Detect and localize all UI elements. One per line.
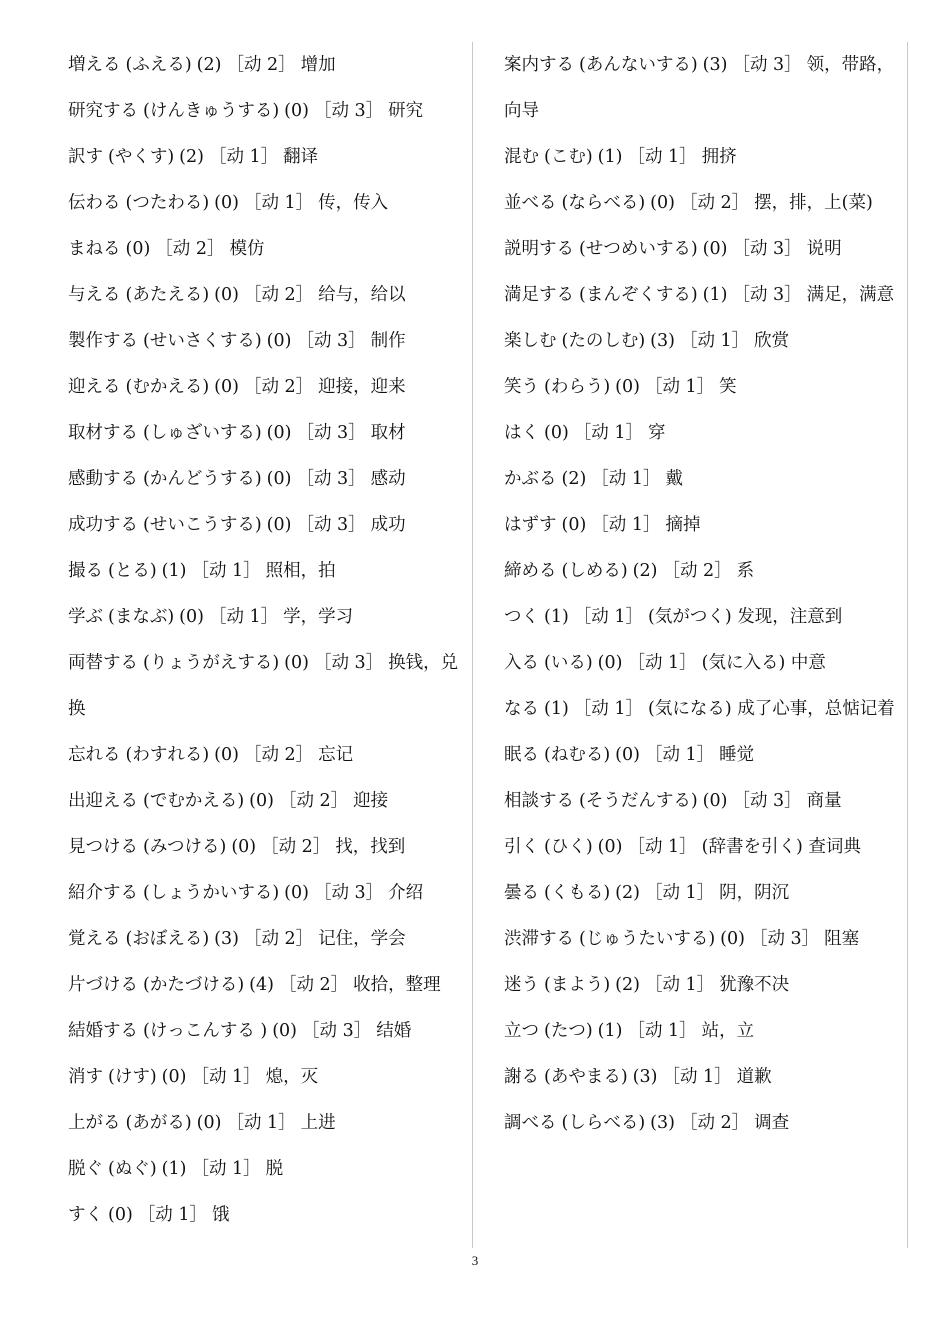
vocab-reading: (とる) — [108, 561, 157, 581]
vocab-meaning: 成功 — [370, 515, 406, 535]
vocab-entry — [504, 594, 909, 640]
vocab-word: 説明する — [504, 239, 574, 259]
vocab-pos: ［动 1］ — [191, 561, 261, 581]
vocab-entry — [68, 42, 470, 88]
vocab-entry — [68, 1008, 470, 1054]
vocab-reading: (まなぶ) — [108, 607, 175, 627]
vocab-reading: (かたづける) — [143, 975, 245, 995]
vocab-entry — [68, 1100, 470, 1146]
vocab-accent: (0) — [284, 653, 309, 673]
vocab-pos: ［动 1］ — [679, 331, 750, 351]
vocab-meaning: 记住，学会 — [318, 929, 406, 949]
vocab-word: 並べる — [504, 193, 557, 213]
vocab-reading: (つたわる) — [125, 193, 210, 213]
vocab-pos: ［动 3］ — [313, 101, 384, 121]
vocab-accent: (0) — [272, 1021, 298, 1041]
vocab-word: 入る — [504, 653, 539, 673]
vocab-pos: ［动 2］ — [243, 285, 314, 305]
vocab-pos: ［动 1］ — [573, 423, 643, 443]
vocab-reading: (まんぞくする) — [579, 285, 698, 305]
vocab-pos: ［动 2］ — [243, 745, 314, 765]
vocab-pos: ［动 1］ — [644, 377, 715, 397]
vocab-reading: (いる) — [544, 653, 593, 673]
vocab-meaning: 摆，排，上(菜) — [754, 193, 873, 213]
vocab-reading: (けんきゅうする) — [143, 101, 280, 121]
vocab-meaning: 感动 — [370, 469, 406, 489]
vocab-pos: ［动 3］ — [296, 469, 366, 489]
vocab-reading: (そうだんする) — [579, 791, 698, 811]
vocab-meaning: 熄，灭 — [265, 1067, 319, 1087]
vocab-pos: ［动 3］ — [732, 285, 802, 305]
vocab-meaning: 上进 — [300, 1113, 336, 1133]
vocab-word: なる — [504, 699, 539, 719]
vocab-word: 訳す — [68, 147, 103, 167]
vocab-accent: (0) — [266, 515, 292, 535]
vocab-entry — [504, 548, 909, 594]
vocab-accent: (0) — [179, 607, 204, 627]
vocab-word: 見つける — [68, 837, 138, 857]
vocab-meaning: 翻译 — [283, 147, 319, 167]
vocab-accent: (0) — [214, 193, 239, 213]
vocab-reading: (まよう) — [544, 975, 611, 995]
vocab-word: 曇る — [504, 883, 539, 903]
vocab-entry — [504, 962, 909, 1008]
vocab-word: 相談する — [504, 791, 574, 811]
vocab-pos: ［动 3］ — [732, 239, 802, 259]
vocab-pos: ［动 1］ — [662, 1067, 732, 1087]
vocab-word: 楽しむ — [504, 331, 557, 351]
vocab-entry — [504, 870, 909, 916]
vocab-meaning: 增加 — [300, 55, 336, 75]
vocab-entry — [68, 226, 470, 272]
vocab-pos: ［动 1］ — [627, 1021, 697, 1041]
vocab-word: 謝る — [504, 1067, 539, 1087]
vocab-reading: (りょうがえする) — [143, 653, 280, 673]
vocab-accent: (4) — [249, 975, 274, 995]
vocab-accent: (1) — [161, 1159, 187, 1179]
vocab-reading: (せつめいする) — [579, 239, 698, 259]
vocab-word: 笑う — [504, 377, 539, 397]
vocab-word: 増える — [68, 55, 121, 75]
vocab-entry — [504, 502, 909, 548]
vocab-pos: ［动 1］ — [243, 193, 314, 213]
vocab-accent: (0) — [249, 791, 274, 811]
vocab-entry — [504, 686, 909, 732]
vocab-word: 上がる — [68, 1113, 121, 1133]
vocab-entry — [68, 502, 470, 548]
vocab-accent: (0) — [615, 377, 640, 397]
vocab-word: 案内する — [504, 55, 574, 75]
vocab-pos: ［动 3］ — [313, 653, 384, 673]
vocab-pos: ［动 1］ — [627, 147, 697, 167]
vocab-reading: (しらべる) — [561, 1113, 646, 1133]
vocab-accent: (0) — [196, 1113, 222, 1133]
vocab-entry — [68, 1054, 470, 1100]
vocab-accent: (3) — [214, 929, 239, 949]
column-divider — [472, 42, 473, 1248]
vocab-entry — [504, 732, 909, 778]
vocab-meaning: 结婚 — [376, 1021, 412, 1041]
vocab-entry — [504, 180, 909, 226]
vocab-accent: (1) — [161, 561, 187, 581]
vocab-accent: (0) — [650, 193, 675, 213]
vocab-meaning: 介绍 — [388, 883, 424, 903]
vocab-accent: (0) — [544, 423, 569, 443]
vocab-entry — [504, 1008, 909, 1054]
vocab-pos: ［动 1］ — [591, 515, 661, 535]
vocab-reading: (じゅうたいする) — [579, 929, 716, 949]
vocab-reading: (ねむる) — [544, 745, 611, 765]
vocab-word: 取材する — [68, 423, 138, 443]
vocab-pos: ［动 3］ — [296, 423, 366, 443]
vocab-meaning: 笑 — [719, 377, 737, 397]
vocab-entry — [504, 824, 909, 870]
vocab-meaning: 迎接 — [353, 791, 389, 811]
vocab-accent: (0) — [125, 239, 151, 259]
vocab-entry — [68, 410, 470, 456]
vocab-reading: (やくす) — [108, 147, 175, 167]
vocab-meaning: 给与，给以 — [318, 285, 406, 305]
vocab-word: 与える — [68, 285, 121, 305]
vocab-entry — [68, 88, 470, 134]
vocab-entry — [68, 548, 470, 594]
right-margin-rule — [907, 42, 908, 1248]
vocab-word: 混む — [504, 147, 539, 167]
vocab-meaning: 领，带路，向导 — [504, 55, 895, 121]
vocab-meaning: 制作 — [370, 331, 406, 351]
vocab-meaning: 找，找到 — [335, 837, 406, 857]
vocab-accent: (2) — [179, 147, 204, 167]
vocab-meaning: 系 — [736, 561, 755, 581]
vocab-accent: (2) — [196, 55, 222, 75]
vocab-accent: (0) — [615, 745, 640, 765]
vocab-reading: (むかえる) — [125, 377, 210, 397]
vocab-accent: (1) — [544, 607, 569, 627]
vocab-meaning: (辞書を引く) 查词典 — [701, 837, 861, 857]
vocab-word: はずす — [504, 515, 557, 535]
vocab-accent: (2) — [632, 561, 658, 581]
vocab-accent: (1) — [597, 1021, 623, 1041]
vocab-word: 感動する — [68, 469, 138, 489]
vocab-reading: (あがる) — [125, 1113, 192, 1133]
vocab-pos: ［动 2］ — [155, 239, 225, 259]
vocab-accent: (2) — [615, 975, 640, 995]
vocab-accent: (1) — [544, 699, 569, 719]
vocab-accent: (0) — [597, 837, 623, 857]
vocab-reading: (けっこんする ) — [143, 1021, 268, 1041]
vocab-accent: (0) — [702, 239, 728, 259]
vocab-word: 眠る — [504, 745, 539, 765]
vocab-word: 引く — [504, 837, 539, 857]
vocab-pos: ［动 2］ — [226, 55, 296, 75]
vocab-entry — [68, 134, 470, 180]
vocab-pos: ［动 1］ — [208, 147, 279, 167]
vocab-entry — [504, 318, 909, 364]
vocab-reading: (あんないする) — [579, 55, 698, 75]
vocab-meaning: (気がつく) 发现，注意到 — [648, 607, 843, 627]
vocab-accent: (2) — [561, 469, 587, 489]
vocab-accent: (3) — [650, 331, 675, 351]
vocab-word: 製作する — [68, 331, 138, 351]
vocab-entry — [68, 272, 470, 318]
vocab-reading: (せいさくする) — [143, 331, 262, 351]
vocab-word: つく — [504, 607, 539, 627]
vocab-meaning: 忘记 — [318, 745, 354, 765]
vocab-entry — [504, 640, 909, 686]
vocab-pos: ［动 3］ — [296, 515, 366, 535]
vocab-meaning: 模仿 — [229, 239, 265, 259]
vocab-entry — [68, 824, 470, 870]
vocab-accent: (0) — [266, 469, 292, 489]
vocab-reading: (あやまる) — [544, 1067, 628, 1087]
vocab-entry — [68, 1146, 470, 1192]
vocab-pos: ［动 2］ — [243, 377, 314, 397]
vocab-word: 忘れる — [68, 745, 121, 765]
vocab-word: 撮る — [68, 561, 103, 581]
vocab-accent: (0) — [266, 423, 292, 443]
vocab-accent: (0) — [214, 745, 239, 765]
vocab-entry — [68, 180, 470, 226]
vocab-reading: (わすれる) — [125, 745, 210, 765]
vocab-pos: ［动 2］ — [278, 791, 349, 811]
vocab-pos: ［动 1］ — [191, 1067, 261, 1087]
vocab-meaning: 摘掉 — [665, 515, 701, 535]
vocab-pos: ［动 2］ — [278, 975, 349, 995]
vocab-accent: (2) — [615, 883, 640, 903]
vocab-accent: (1) — [597, 147, 623, 167]
vocab-accent: (0) — [702, 791, 728, 811]
vocab-pos: ［动 3］ — [313, 883, 384, 903]
vocab-entry — [504, 226, 909, 272]
vocab-entry — [68, 1192, 470, 1238]
vocab-reading: (たのしむ) — [561, 331, 646, 351]
vocab-pos: ［动 3］ — [749, 929, 820, 949]
vocab-meaning: 取材 — [370, 423, 406, 443]
vocab-entry — [68, 364, 470, 410]
vocab-pos: ［动 1］ — [208, 607, 279, 627]
vocab-pos: ［动 2］ — [243, 929, 314, 949]
vocab-accent: (3) — [702, 55, 728, 75]
vocab-pos: ［动 3］ — [732, 791, 802, 811]
vocab-word: 片づける — [68, 975, 138, 995]
vocab-reading: (ひく) — [544, 837, 593, 857]
vocab-meaning: 收拾，整理 — [353, 975, 441, 995]
vocab-accent: (1) — [702, 285, 728, 305]
vocab-pos: ［动 1］ — [226, 1113, 296, 1133]
vocab-reading: (わらう) — [544, 377, 611, 397]
vocab-meaning: 照相，拍 — [265, 561, 336, 581]
vocab-reading: (たつ) — [544, 1021, 593, 1041]
vocab-meaning: 站，立 — [701, 1021, 755, 1041]
vocab-accent: (0) — [597, 653, 623, 673]
vocab-meaning: 传，传入 — [318, 193, 389, 213]
vocab-accent: (0) — [284, 101, 309, 121]
vocab-entry — [68, 778, 470, 824]
vocab-word: 出迎える — [68, 791, 138, 811]
vocab-word: まねる — [68, 239, 121, 259]
vocab-pos: ［动 1］ — [627, 837, 697, 857]
vocab-word: 両替する — [68, 653, 138, 673]
vocab-word: 成功する — [68, 515, 138, 535]
vocab-pos: ［动 1］ — [573, 699, 643, 719]
vocab-entry — [68, 916, 470, 962]
vocab-accent: (0) — [214, 377, 239, 397]
vocab-meaning: 穿 — [648, 423, 666, 443]
vocab-accent: (0) — [284, 883, 309, 903]
vocab-meaning: 拥挤 — [701, 147, 737, 167]
vocab-word: すく — [68, 1205, 103, 1225]
left-vocabulary-column — [68, 42, 470, 1238]
vocab-entry — [504, 456, 909, 502]
vocab-pos: ［动 2］ — [662, 561, 732, 581]
vocab-word: 調べる — [504, 1113, 557, 1133]
vocab-meaning: 戴 — [665, 469, 683, 489]
vocab-accent: (3) — [650, 1113, 675, 1133]
vocab-reading: (けす) — [108, 1067, 157, 1087]
vocab-pos: ［动 1］ — [627, 653, 697, 673]
vocab-accent: (0) — [214, 285, 239, 305]
vocab-reading: (ならべる) — [561, 193, 646, 213]
vocab-pos: ［动 3］ — [732, 55, 802, 75]
vocab-word: 消す — [68, 1067, 103, 1087]
vocab-reading: (しゅざいする) — [143, 423, 262, 443]
vocab-accent: (0) — [161, 1067, 187, 1087]
vocab-entry — [68, 318, 470, 364]
vocab-reading: (みつける) — [143, 837, 227, 857]
vocab-pos: ［动 1］ — [191, 1159, 261, 1179]
vocab-pos: ［动 2］ — [261, 837, 331, 857]
vocab-word: かぶる — [504, 469, 557, 489]
right-vocabulary-column — [504, 42, 909, 1146]
vocab-word: 締める — [504, 561, 557, 581]
vocab-meaning: 欣赏 — [754, 331, 790, 351]
vocab-meaning: 阴，阴沉 — [719, 883, 790, 903]
vocab-word: 覚える — [68, 929, 121, 949]
vocab-entry — [504, 1054, 909, 1100]
vocab-pos: ［动 1］ — [137, 1205, 207, 1225]
vocab-pos: ［动 1］ — [573, 607, 643, 627]
vocab-reading: (ぬぐ) — [108, 1159, 157, 1179]
vocab-pos: ［动 1］ — [644, 883, 715, 903]
vocab-pos: ［动 1］ — [591, 469, 661, 489]
vocab-word: 渋滞する — [504, 929, 574, 949]
vocab-accent: (0) — [266, 331, 292, 351]
vocab-entry — [68, 594, 470, 640]
vocab-pos: ［动 3］ — [302, 1021, 372, 1041]
vocab-reading: (しょうかいする) — [143, 883, 280, 903]
vocab-word: 伝わる — [68, 193, 121, 213]
vocab-pos: ［动 2］ — [679, 193, 750, 213]
vocab-meaning: 调查 — [754, 1113, 790, 1133]
vocab-entry — [504, 1100, 909, 1146]
vocab-reading: (かんどうする) — [143, 469, 262, 489]
vocab-entry — [504, 778, 909, 824]
vocab-word: はく — [504, 423, 539, 443]
vocab-meaning: 犹豫不决 — [719, 975, 790, 995]
vocab-meaning: 满足，满意 — [806, 285, 895, 305]
vocab-reading: (ふえる) — [125, 55, 192, 75]
page-number: 3 — [471, 1253, 479, 1268]
vocab-pos: ［动 2］ — [679, 1113, 750, 1133]
vocab-accent: (0) — [108, 1205, 133, 1225]
vocab-meaning: 说明 — [806, 239, 842, 259]
vocab-meaning: (気に入る) 中意 — [701, 653, 826, 673]
vocab-entry — [504, 42, 909, 134]
vocab-pos: ［动 1］ — [644, 745, 715, 765]
vocab-entry — [504, 272, 909, 318]
vocab-reading: (こむ) — [544, 147, 593, 167]
vocab-word: 迎える — [68, 377, 121, 397]
vocab-entry — [68, 870, 470, 916]
vocab-entry — [504, 916, 909, 962]
vocab-entry — [504, 410, 909, 456]
vocab-meaning: 学，学习 — [283, 607, 354, 627]
vocab-word: 立つ — [504, 1021, 539, 1041]
vocab-meaning: 商量 — [806, 791, 842, 811]
vocab-word: 紹介する — [68, 883, 138, 903]
vocab-reading: (しめる) — [561, 561, 628, 581]
vocab-word: 脱ぐ — [68, 1159, 103, 1179]
vocab-accent: (0) — [231, 837, 257, 857]
vocab-meaning: 道歉 — [736, 1067, 772, 1087]
vocab-meaning: 换钱，兑换 — [68, 653, 459, 719]
vocab-word: 学ぶ — [68, 607, 103, 627]
vocab-accent: (3) — [632, 1067, 658, 1087]
vocab-word: 満足する — [504, 285, 574, 305]
vocab-entry — [68, 640, 470, 732]
vocab-reading: (でむかえる) — [143, 791, 245, 811]
vocab-meaning: 脱 — [265, 1159, 284, 1179]
vocab-word: 迷う — [504, 975, 539, 995]
vocab-entry — [68, 732, 470, 778]
vocab-meaning: (気になる) 成了心事，总惦记着 — [648, 699, 895, 719]
vocab-reading: (あたえる) — [125, 285, 210, 305]
vocab-meaning: 研究 — [388, 101, 424, 121]
vocab-meaning: 迎接，迎来 — [318, 377, 406, 397]
vocab-pos: ［动 1］ — [644, 975, 715, 995]
vocab-entry — [504, 364, 909, 410]
vocab-reading: (くもる) — [544, 883, 611, 903]
vocab-entry — [504, 134, 909, 180]
vocab-entry — [68, 456, 470, 502]
vocab-accent: (0) — [561, 515, 587, 535]
vocab-meaning: 饿 — [212, 1205, 230, 1225]
vocab-reading: (おぼえる) — [125, 929, 210, 949]
vocab-word: 研究する — [68, 101, 138, 121]
vocab-entry — [68, 962, 470, 1008]
vocab-meaning: 阻塞 — [824, 929, 860, 949]
vocab-meaning: 睡觉 — [719, 745, 755, 765]
vocab-reading: (せいこうする) — [143, 515, 262, 535]
vocab-accent: (0) — [720, 929, 745, 949]
vocab-word: 結婚する — [68, 1021, 138, 1041]
vocab-pos: ［动 3］ — [296, 331, 366, 351]
